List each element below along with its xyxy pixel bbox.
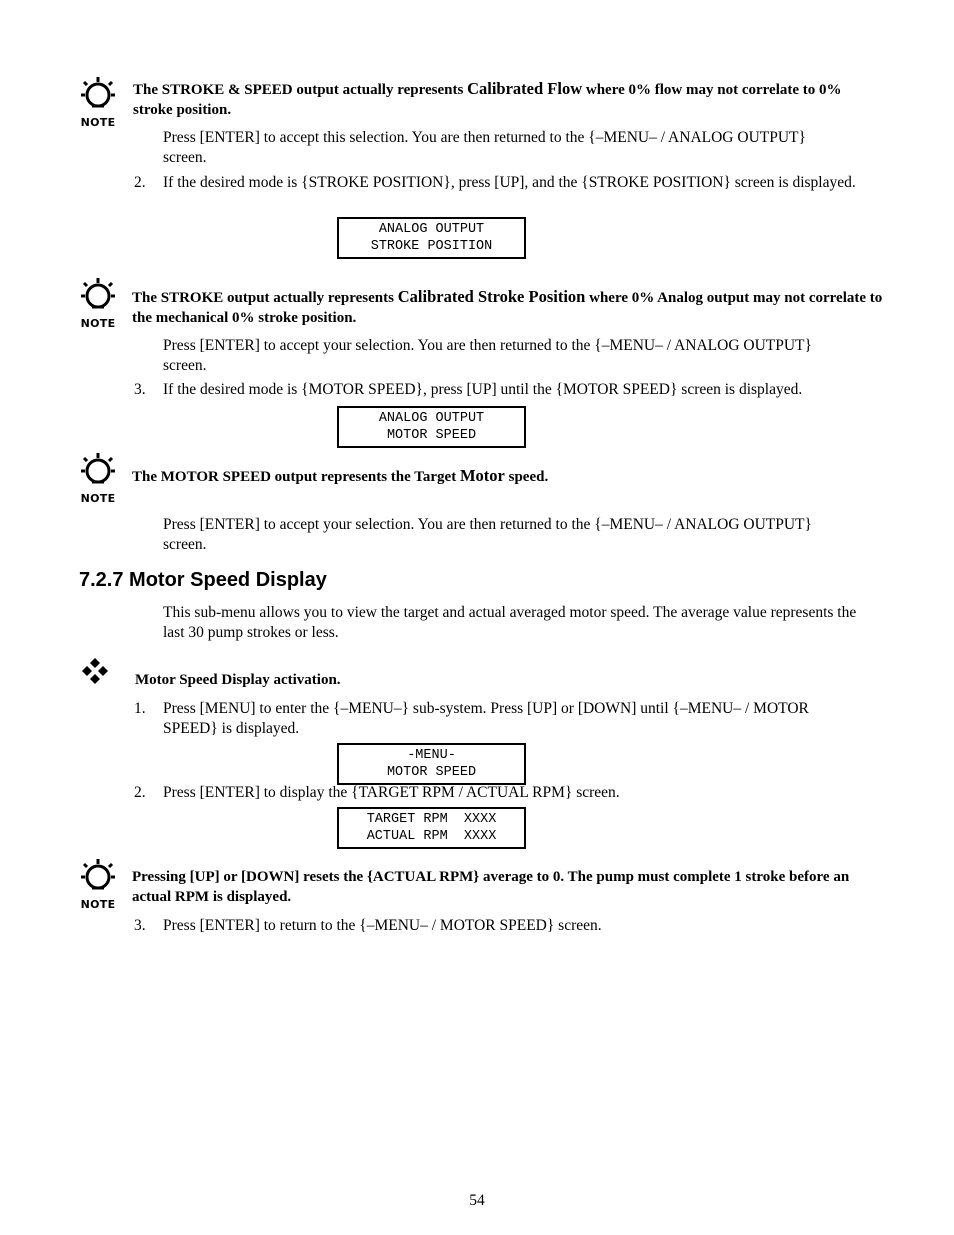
lcd-line-1: TARGET RPM XXXX [366,812,497,827]
paragraph-1: Press [ENTER] to accept this selection. You are then returned to the {–MENU– / ANALOG OUTPUT} screen. [163,129,806,166]
diamond-bullet-icon [81,658,111,686]
note-label: NOTE [80,116,116,129]
note-1-part-a: The STROKE & SPEED output actually represents [133,82,468,98]
note-icon [78,277,118,329]
lcd-line-2: MOTOR SPEED [386,428,477,443]
note-2-text [132,287,884,328]
lcd-line-2: ACTUAL RPM XXXX [366,829,497,844]
step-1-number: 1. [134,700,146,717]
lcd-display-rpm [337,807,526,849]
lcd-line-1: ANALOG OUTPUT [378,411,485,426]
step-3-number: 3. [134,917,146,934]
note-1-part-c: where 0% flow may not correlate to 0% stroke position. [133,82,842,118]
note-3-part-c: speed. [504,469,549,485]
lightbulb-icon [78,452,118,492]
note-2-part-a: The STROKE output actually represents [132,290,398,306]
page-number: 54 [469,1192,485,1209]
lightbulb-icon [78,858,118,898]
note-2-part-c: where 0% Analog output may not correlate to the mechanical 0% stroke position. [132,290,883,326]
lcd-display-menu [337,743,526,785]
note-3-text [132,466,832,487]
item-3-number: 3. [134,381,146,398]
lcd-line-2: MOTOR SPEED [386,765,477,780]
note-icon [78,858,118,910]
step-2-text: Press [ENTER] to display the {TARGET RPM / ACTUAL RPM} screen. [163,784,620,801]
note-1-text [133,79,853,120]
note-3-part-a: The MOTOR SPEED output represents the Target [132,469,460,485]
activation-heading: Motor Speed Display activation. [135,672,341,688]
note-4-text: Pressing [UP] or [DOWN] resets the {ACTUAL RPM} average to 0. The pump must complete 1 stroke before an actual RPM is displayed. [132,869,850,905]
step-3-text: Press [ENTER] to return to the {–MENU– / MOTOR SPEED} screen. [163,917,602,934]
step-2-number: 2. [134,784,146,801]
note-1-emphasis: Calibrated Flow [467,79,583,98]
note-label: NOTE [80,898,116,911]
paragraph-2: Press [ENTER] to accept your selection. You are then returned to the {–MENU– / ANALOG OUTPUT} screen. [163,337,812,374]
lcd-line-1: ANALOG OUTPUT [378,222,485,237]
lightbulb-icon [78,76,118,116]
lightbulb-icon [78,277,118,317]
paragraph-3: Press [ENTER] to accept your selection. You are then returned to the {–MENU– / ANALOG OUTPUT} screen. [163,516,812,553]
lcd-display-motor-speed [337,406,526,448]
note-2-emphasis: Calibrated Stroke Position [397,287,586,306]
note-3-emphasis: Motor [459,466,505,485]
step-1-text: Press [MENU] to enter the {–MENU–} sub-system. Press [UP] or [DOWN] until {–MENU– / MOTOR SPEED} is displayed. [163,700,809,737]
item-2-text: If the desired mode is {STROKE POSITION}, press [UP], and the {STROKE POSITION} screen is displayed. [163,174,856,191]
section-heading: 7.2.7 Motor Speed Display [79,569,327,591]
note-label: NOTE [80,492,116,505]
note-label: NOTE [80,317,116,330]
lcd-line-1: -MENU- [407,748,456,763]
note-icon [78,452,118,504]
section-paragraph: This sub-menu allows you to view the target and actual averaged motor speed. The average value represents the last 30 pump strokes or less. [163,604,857,641]
lcd-display-stroke-position [337,217,526,259]
note-icon [78,76,118,128]
item-3-text: If the desired mode is {MOTOR SPEED}, press [UP] until the {MOTOR SPEED} screen is displayed. [163,381,803,398]
lcd-line-2: STROKE POSITION [370,239,493,254]
item-2-number: 2. [134,174,146,191]
